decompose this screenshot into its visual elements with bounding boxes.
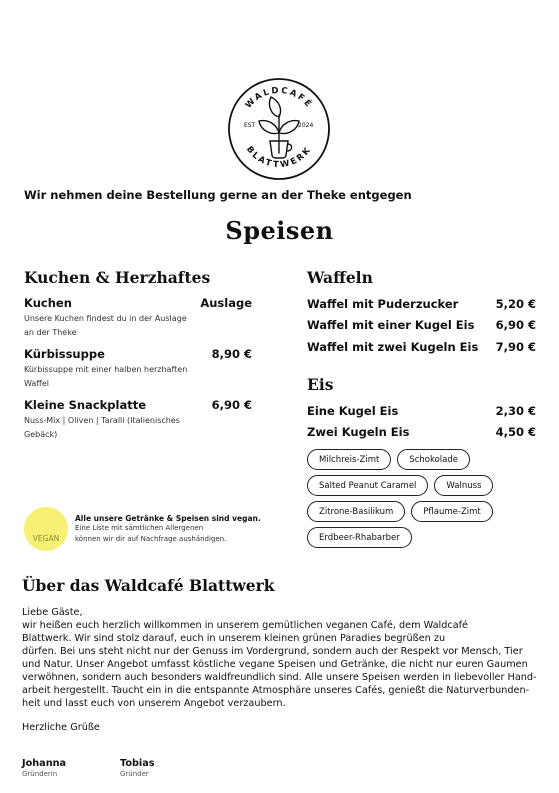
about-line: heit und lasst euch von unserem Angebot verzaubern. (22, 698, 286, 709)
item-description: Nuss-Mix | Oliven | Taralli (Italienisches Gebäck) (24, 416, 180, 439)
about-line: arbeit hergestellt. Taucht ein in die entspannte Atmosphäre unseres Cafés, genießt die Naturverbunden- (22, 685, 530, 696)
logo-name-bottom: BLATTWERK (243, 144, 315, 171)
signature-role: Gründer (120, 770, 149, 778)
item-name: Waffel mit zwei Kugeln Eis (307, 339, 479, 354)
about-text (22, 606, 542, 710)
signature-name: Johanna (22, 758, 67, 769)
flavor-chip: Walnuss (434, 475, 493, 496)
logo-est-left: EST (244, 122, 256, 129)
vegan-note (75, 514, 265, 545)
item-price: Auslage (200, 296, 252, 310)
vegan-line: können wir dir auf Nachfrage aushändigen. (75, 535, 227, 543)
flavor-chip: Erdbeer-Rhabarber (307, 527, 412, 548)
flavor-chip: Pflaume-Zimt (411, 501, 492, 522)
item-name: Eine Kugel Eis (307, 403, 399, 418)
section-title-kuchen: Kuchen & Herzhaftes (24, 268, 211, 287)
about-line: und Natur. Unser Angebot umfasst köstliche vegane Speisen und Getränke, die nicht nur euren Gaumen (22, 659, 528, 670)
menu-item (307, 422, 536, 444)
vegan-badge-label: VEGAN (32, 534, 60, 543)
about-line: Liebe Gäste, (22, 607, 83, 618)
logo-name-top: WALDCAFÉ (243, 85, 315, 111)
signature-name: Tobias (120, 758, 155, 769)
section-title-waffeln: Waffeln (307, 268, 373, 287)
item-price: 2,30 € (495, 403, 536, 418)
item-name: Waffel mit einer Kugel Eis (307, 318, 475, 333)
vegan-headline: Alle unsere Getränke & Speisen sind vegan. (75, 514, 261, 523)
flavor-chip: Schokolade (397, 449, 470, 470)
item-description: Kürbissuppe mit einer halben herzhaften Waffel (24, 365, 188, 388)
item-name: Kürbissuppe (24, 347, 105, 361)
menu-item (307, 293, 536, 315)
greeting: Herzliche Grüße (22, 722, 100, 733)
cafe-logo (225, 75, 333, 183)
signature-role: Gründerin (22, 770, 58, 778)
flavor-chip: Zitrone-Basilikum (307, 501, 405, 522)
vegan-badge (24, 507, 68, 551)
item-price: 6,90 € (211, 398, 252, 412)
signature (22, 758, 66, 778)
logo-est-right: 2024 (298, 122, 314, 129)
item-name: Zwei Kugeln Eis (307, 425, 410, 440)
flavor-chips (307, 449, 536, 553)
menu-item (307, 315, 536, 337)
menu-item (307, 400, 536, 422)
about-line: dürfen. Bei uns steht nicht nur der Genuss im Vordergrund, sondern auch der Respekt vor Mensch, Tier (22, 646, 523, 657)
item-price: 7,90 € (495, 339, 536, 354)
flavor-chip: Salted Peanut Caramel (307, 475, 428, 496)
signature (120, 758, 155, 778)
vegan-line: Eine Liste mit sämtlichen Allergenen (75, 524, 204, 532)
order-tagline: Wir nehmen deine Bestellung gerne an der Theke entgegen (24, 188, 412, 202)
item-price: 4,50 € (495, 425, 536, 440)
item-name: Kleine Snackplatte (24, 398, 147, 412)
about-line: wir heißen euch herzlich willkommen in unserem gemütlichen veganen Café, dem Waldcafé (22, 620, 469, 631)
about-line: Blattwerk. Wir sind stolz darauf, euch in unserem kleinen grünen Paradies begrüßen zu (22, 633, 446, 644)
menu-item (24, 296, 252, 339)
eis-list (307, 400, 536, 443)
item-price: 5,20 € (495, 296, 536, 311)
section-title-eis: Eis (307, 375, 334, 394)
item-name: Kuchen (24, 296, 72, 310)
about-line: verwöhnen, sondern auch besonders waldfreundlich sind. Alle unsere Speisen werden in liebevoller Hand- (22, 672, 537, 683)
about-title: Über das Waldcafé Blattwerk (22, 576, 275, 595)
item-price: 8,90 € (211, 347, 252, 361)
menu-item (307, 336, 536, 358)
menu-item (24, 398, 252, 441)
menu-item (24, 347, 252, 390)
item-description: Unsere Kuchen findest du in der Auslage an der Theke (24, 314, 187, 337)
flavor-chip: Milchreis-Zimt (307, 449, 391, 470)
item-name: Waffel mit Puderzucker (307, 296, 459, 311)
plant-cup-icon (259, 97, 299, 158)
item-price: 6,90 € (495, 318, 536, 333)
waffeln-list (307, 293, 536, 358)
kuchen-list (24, 296, 252, 449)
page-title: Speisen (225, 216, 334, 245)
